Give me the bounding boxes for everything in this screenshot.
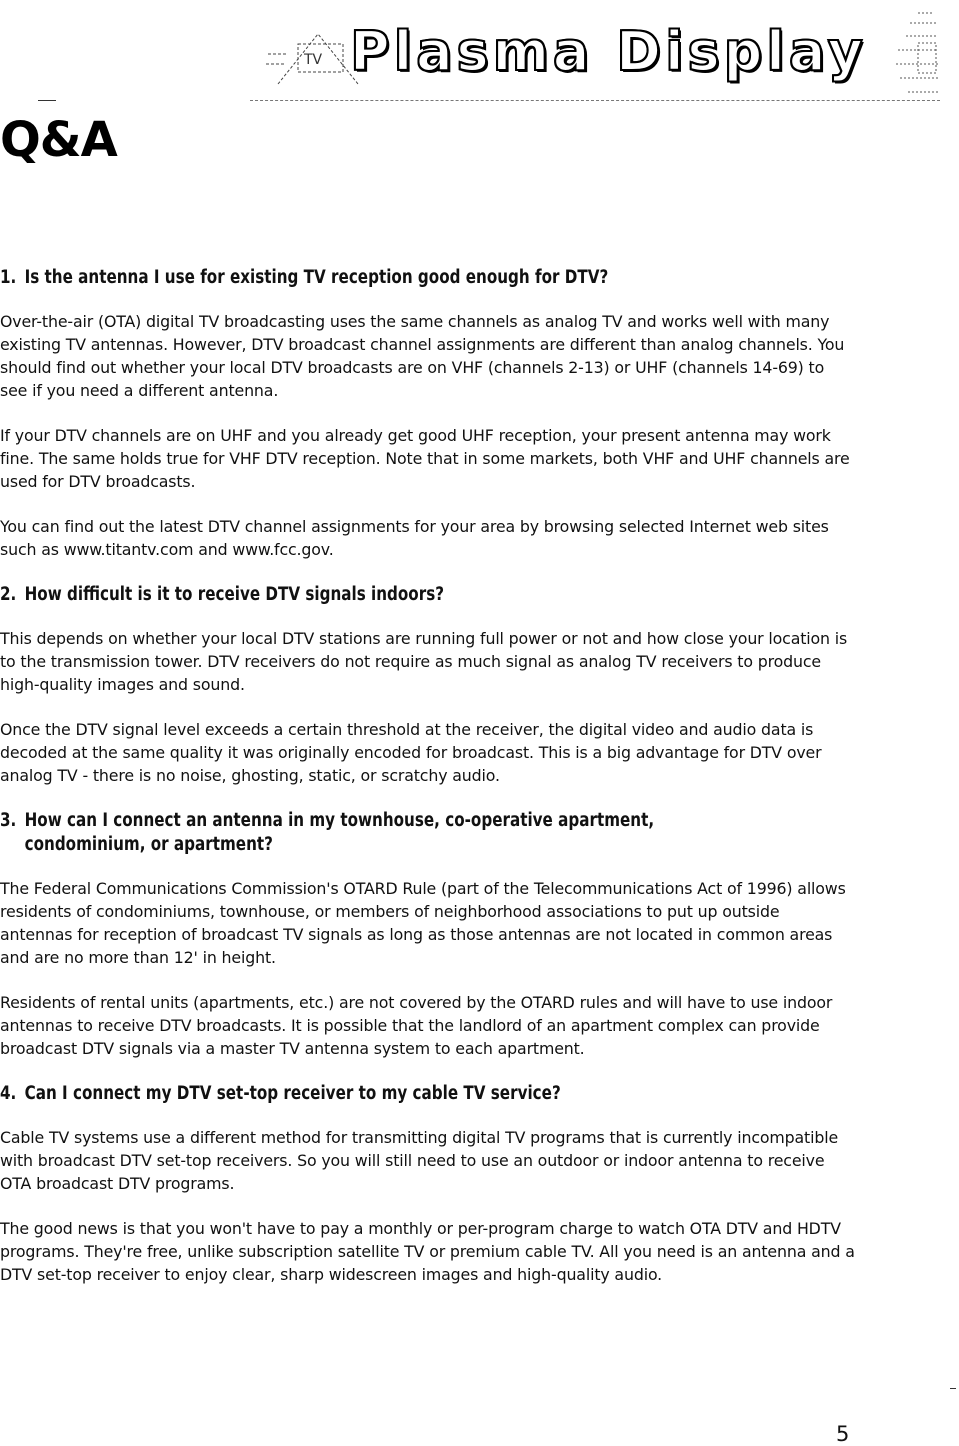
answer-paragraph: The Federal Communications Commission's OTARD Rule (part of the Telecommunications Act of 1996) allows residents of condominiums, townhouse, or members of neighborhood associations to put up outside antennas for reception of broadcast TV signals as long as those antennas are not located in common areas and are no more than 12' in height. [0, 879, 846, 967]
answer-paragraph: Cable TV systems use a different method for transmitting digital TV programs that is currently incompatible with broadcast DTV set-top receivers. So you will still need to use an outdoor or indoor antenna to receive OTA broadcast DTV programs. [0, 1128, 839, 1193]
answer-paragraph: You can find out the latest DTV channel assignments for your area by browsing selected Internet web sites such as www.titantv.com and www.fcc.gov. [0, 517, 829, 559]
page-header [0, 0, 959, 110]
qa-content [0, 266, 855, 1308]
scan-mark [38, 100, 56, 101]
page-number: 5 [836, 1422, 850, 1446]
question-number: 3. [0, 810, 17, 831]
scan-mark [950, 1388, 956, 1389]
question-1 [0, 266, 701, 290]
answer-paragraph: Over-the-air (OTA) digital TV broadcasting uses the same channels as analog TV and works well with many existing TV antennas. However, DTV broadcast channel assignments are different than analog channels. You should find out whether your local DTV broadcasts are on VHF (channels 2-13) or UHF (channels 14-69) to see if you need a different antenna. [0, 312, 845, 400]
question-number: 1. [0, 267, 17, 288]
question-text: Can I connect my DTV set-top receiver to my cable TV service? [24, 1083, 561, 1104]
header-divider [250, 100, 940, 101]
answer-paragraph: The good news is that you won't have to pay a monthly or per-program charge to watch OTA DTV and HDTV programs. They're free, unlike subscription satellite TV or premium cable TV. All you need is an antenna and a DTV set-top receiver to enjoy clear, sharp widescreen images and high-quality audio. [0, 1219, 855, 1284]
question-2 [0, 583, 701, 607]
document-title: Plasma Display [350, 20, 867, 83]
question-text: Is the antenna I use for existing TV reception good enough for DTV? [24, 267, 609, 288]
answer-paragraph: If your DTV channels are on UHF and you already get good UHF reception, your present antenna may work fine. The same holds true for VHF DTV reception. Note that in some markets, both VHF and UHF channels are used for DTV broadcasts. [0, 426, 850, 491]
question-4 [0, 1082, 701, 1106]
answer-paragraph: This depends on whether your local DTV stations are running full power or not and how close your location is to the transmission tower. DTV receivers do not require as much signal as analog TV receivers to produce high-quality images and sound. [0, 629, 848, 694]
question-text: How can I connect an antenna in my townhouse, co-operative apartment, condominium, or apartment? [24, 810, 655, 855]
question-3 [0, 809, 701, 857]
question-number: 2. [0, 584, 17, 605]
answer-paragraph: Residents of rental units (apartments, etc.) are not covered by the OTARD rules and will have to use indoor antennas to receive DTV broadcasts. It is possible that the landlord of an apartment complex can provide broadcast DTV signals via a master TV antenna system to each apartment. [0, 993, 833, 1058]
answer-paragraph: Once the DTV signal level exceeds a certain threshold at the receiver, the digital video and audio data is decoded at the same quality it was originally encoded for broadcast. This is a big advantage for DTV over analog TV - there is no noise, ghosting, static, or scratchy audio. [0, 720, 822, 785]
question-text: How difficult is it to receive DTV signals indoors? [24, 584, 445, 605]
page-heading: Q&A [0, 112, 117, 168]
svg-text:TV: TV [304, 52, 323, 68]
decorative-corner-icon [888, 8, 940, 100]
question-number: 4. [0, 1083, 17, 1104]
